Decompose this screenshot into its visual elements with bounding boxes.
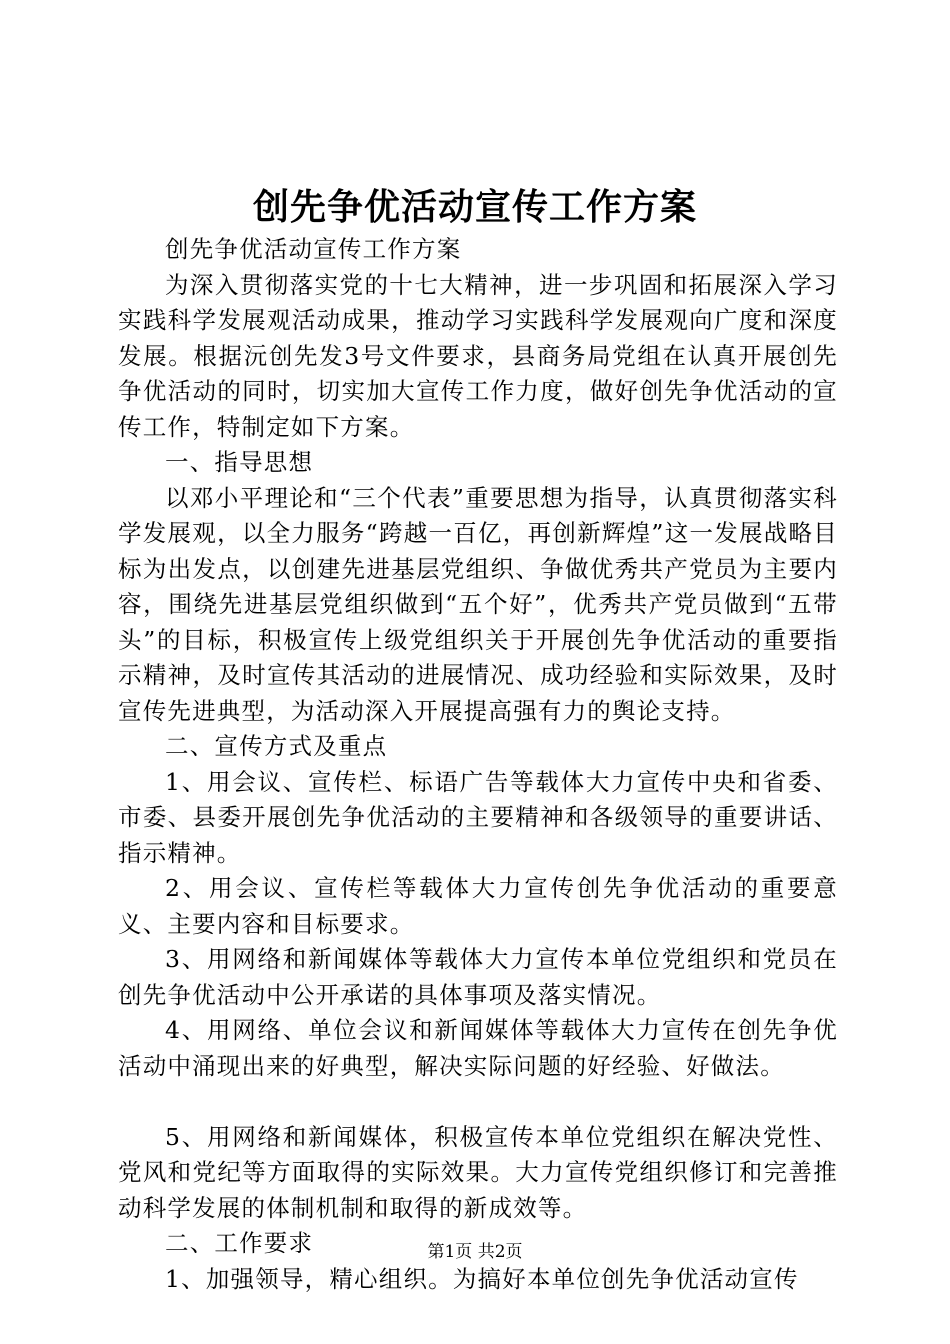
- section-heading-work-requirements: 二、工作要求: [165, 1229, 314, 1257]
- section-heading-guiding-thought: 一、指导思想: [165, 448, 314, 476]
- paragraph-guiding-thought: 以邓小平理论和“三个代表”重要思想为指导，认真贯彻落实科学发展观，以全力服务“跨越一百亿，再创新辉煌”这一发展战略目标为出发点，以创建先进基层党组织、争做优秀共产党员为主要内容，围绕先进基层党组织做到“五个好”，优秀共产党员做到“五带头”的目标，积极宣传上级党组织关于开展创先争优活动的重要指示精神，及时宣传其活动的进展情况、成功经验和实际效果，及时宣传先进典型，为活动深入开展提高强有力的舆论支持。: [118, 483, 838, 725]
- paragraph-method-5: 5、用网络和新闻媒体，积极宣传本单位党组织在解决党性、党风和党纪等方面取得的实际效果。大力宣传党组织修订和完善推动科学发展的体制机制和取得的新成效等。: [118, 1122, 838, 1222]
- document-body: [118, 232, 838, 1297]
- paragraph-method-4: 4、用网络、单位会议和新闻媒体等载体大力宣传在创先争优活动中涌现出来的好典型，解决实际问题的好经验、好做法。: [118, 1016, 838, 1080]
- paragraph-intro: 为深入贯彻落实党的十七大精神，进一步巩固和拓展深入学习实践科学发展观活动成果，推动学习实践科学发展观向广度和深度发展。根据沅创先发3号文件要求，县商务局党组在认真开展创先争优活动的同时，切实加大宣传工作力度，做好创先争优活动的宣传工作，特制定如下方案。: [118, 270, 838, 441]
- paragraph-requirement-1: 1、加强领导，精心组织。为搞好本单位创先争优活动宣传: [165, 1264, 799, 1293]
- paragraph-method-1: 1、用会议、宣传栏、标语广告等载体大力宣传中央和省委、市委、县委开展创先争优活动的主要精神和各级领导的重要讲话、指示精神。: [118, 767, 838, 867]
- page-number-footer: 第1页 共2页: [427, 1242, 523, 1262]
- section-heading-publicity-methods: 二、宣传方式及重点: [165, 732, 388, 760]
- document-title: 创先争优活动宣传工作方案: [252, 186, 697, 228]
- paragraph-method-3: 3、用网络和新闻媒体等载体大力宣传本单位党组织和党员在创先争优活动中公开承诺的具体事项及落实情况。: [118, 945, 838, 1009]
- paragraph-method-2: 2、用会议、宣传栏等载体大力宣传创先争优活动的重要意义、主要内容和目标要求。: [118, 874, 838, 938]
- blank-line: [118, 1084, 838, 1120]
- paragraph-heading-repeat: 创先争优活动宣传工作方案: [165, 235, 462, 263]
